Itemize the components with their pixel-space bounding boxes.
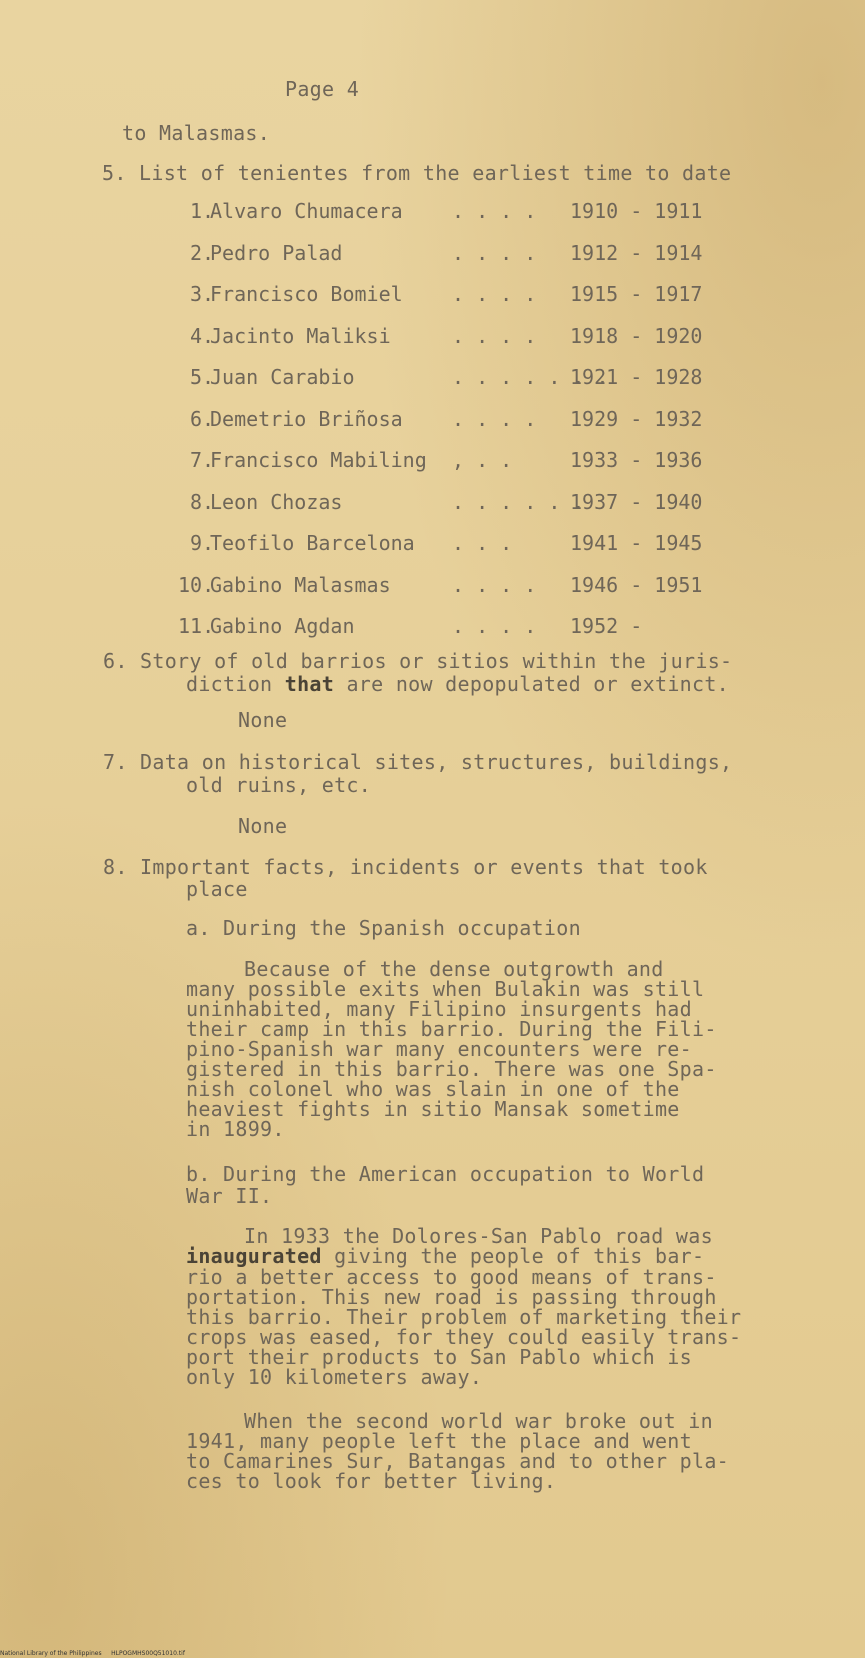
section-7-heading-line2: old ruins, etc.	[186, 773, 372, 797]
section-6-text-pre: diction	[186, 672, 285, 696]
paragraph-line: to Camarines Sur, Batangas and to other pla-	[186, 1449, 730, 1473]
paragraph-line: crops was eased, for they could easily trans-	[186, 1325, 742, 1349]
teniente-name: Teofilo Barcelona	[210, 531, 415, 555]
section-8b-para1-line2	[186, 1245, 704, 1267]
teniente-number: 6.	[190, 407, 215, 431]
teniente-name: Francisco Mabiling	[210, 448, 427, 472]
teniente-years: 1937 - 1940	[570, 490, 703, 514]
teniente-row	[190, 325, 750, 347]
teniente-row	[178, 614, 750, 638]
section-8b-title-line1: b. During the American occupation to World	[186, 1162, 705, 1186]
teniente-number: 7.	[190, 448, 215, 472]
section-8b-para1-line2-rest: giving the people of this bar-	[321, 1244, 705, 1268]
teniente-row	[190, 408, 750, 430]
teniente-number: 2.	[190, 241, 215, 265]
paragraph-line: nish colonel who was slain in one of the	[186, 1077, 680, 1101]
teniente-years: 1933 - 1936	[570, 448, 703, 472]
teniente-name: Pedro Palad	[210, 241, 343, 265]
teniente-name: Demetrio Briñosa	[210, 407, 403, 431]
section-6-heading-line2	[186, 673, 729, 695]
teniente-years: 1915 - 1917	[570, 282, 703, 306]
teniente-years: 1941 - 1945	[570, 531, 703, 555]
paragraph-line: port their products to San Pablo which is	[186, 1345, 692, 1369]
section-8b-title-line2: War II.	[186, 1184, 273, 1208]
paragraph-line: gistered in this barrio. There was one Spa-	[186, 1057, 717, 1081]
paragraph-line: Because of the dense outgrowth and	[244, 957, 664, 981]
leader-dots: . . . .	[452, 324, 537, 348]
teniente-number: 5.	[190, 365, 215, 389]
paragraph-line: 1941, many people left the place and went	[186, 1429, 692, 1453]
teniente-name: Leon Chozas	[210, 490, 343, 514]
leader-dots: , . .	[452, 448, 513, 472]
teniente-row	[178, 573, 750, 597]
section-8-heading-line1: 8. Important facts, incidents or events that took	[103, 855, 708, 879]
teniente-number: 8.	[190, 490, 215, 514]
paragraph-line: their camp in this barrio. During the Fili-	[186, 1017, 717, 1041]
teniente-number: 3.	[190, 282, 215, 306]
teniente-number: 11.	[178, 614, 215, 638]
leader-dots: . . . .	[452, 573, 537, 597]
section-6-text-bold: that	[284, 672, 335, 696]
teniente-years: 1912 - 1914	[570, 241, 703, 265]
paragraph-line: only 10 kilometers away.	[186, 1365, 483, 1389]
section-7-heading-line1: 7. Data on historical sites, structures, buildings,	[103, 750, 733, 774]
leader-dots: . . .	[452, 531, 513, 555]
paragraph-line: many possible exits when Bulakin was still	[186, 977, 705, 1001]
inaugurated-bold-word: inaugurated	[186, 1244, 322, 1268]
teniente-years: 1929 - 1932	[570, 407, 703, 431]
paragraph-line: When the second world war broke out in	[244, 1409, 713, 1433]
archive-footer: National Library of the Philippines HLPOGMHS00Q51010.tif	[0, 1650, 185, 1657]
leader-dots: . . . .	[452, 199, 537, 223]
teniente-name: Alvaro Chumacera	[210, 199, 403, 223]
teniente-row	[190, 491, 750, 513]
teniente-years: 1910 - 1911	[570, 199, 703, 223]
paragraph-line: uninhabited, many Filipino insurgents had	[186, 997, 692, 1021]
section-6-text-post: are now depopulated or extinct.	[334, 672, 730, 696]
paragraph-line: ces to look for better living.	[186, 1469, 557, 1493]
teniente-years: 1918 - 1920	[570, 324, 703, 348]
teniente-years: 1946 - 1951	[570, 573, 703, 597]
teniente-row	[190, 366, 750, 388]
teniente-name: Francisco Bomiel	[210, 282, 403, 306]
section-6-answer: None	[238, 708, 288, 732]
teniente-number: 1.	[190, 199, 215, 223]
teniente-years: 1952 -	[570, 614, 643, 638]
leader-dots: . . . .	[452, 282, 537, 306]
teniente-row	[190, 200, 750, 222]
teniente-name: Juan Carabio	[210, 365, 355, 389]
leader-dots: . . . .	[452, 614, 537, 638]
teniente-row	[190, 283, 750, 305]
teniente-years: 1921 - 1928	[570, 365, 703, 389]
page-label: Page 4	[285, 77, 360, 101]
section-8a-title: a. During the Spanish occupation	[186, 916, 581, 940]
teniente-row	[190, 242, 750, 264]
teniente-row	[190, 532, 750, 554]
paragraph-line: this barrio. Their problem of marketing their	[186, 1305, 742, 1329]
teniente-name: Gabino Agdan	[210, 614, 355, 638]
teniente-row	[190, 449, 750, 471]
paragraph-line: in 1899.	[186, 1117, 285, 1141]
paragraph-line: portation. This new road is passing through	[186, 1285, 717, 1309]
teniente-name: Jacinto Maliksi	[210, 324, 391, 348]
leader-dots: . . . . . . .	[452, 365, 609, 389]
section-8b-para1-line1: In 1933 the Dolores-San Pablo road was	[244, 1224, 713, 1248]
leader-dots: . . . . . .	[452, 490, 585, 514]
teniente-number: 10.	[178, 573, 215, 597]
paragraph-line: rio a better access to good means of trans-	[186, 1265, 717, 1289]
teniente-name: Gabino Malasmas	[210, 573, 391, 597]
paragraph-line: pino-Spanish war many encounters were re-	[186, 1037, 692, 1061]
section-6-heading-line1: 6. Story of old barrios or sitios within the juris-	[103, 649, 733, 673]
leader-dots: . . . .	[452, 241, 537, 265]
paragraph-line: heaviest fights in sitio Mansak sometime	[186, 1097, 680, 1121]
teniente-number: 9.	[190, 531, 215, 555]
intro-fragment: to Malasmas.	[122, 121, 271, 145]
leader-dots: . . . .	[452, 407, 537, 431]
section-8-heading-line2: place	[186, 877, 248, 901]
teniente-number: 4.	[190, 324, 215, 348]
section-7-answer: None	[238, 814, 288, 838]
section-5-heading: 5. List of tenientes from the earliest time to date	[102, 161, 732, 185]
